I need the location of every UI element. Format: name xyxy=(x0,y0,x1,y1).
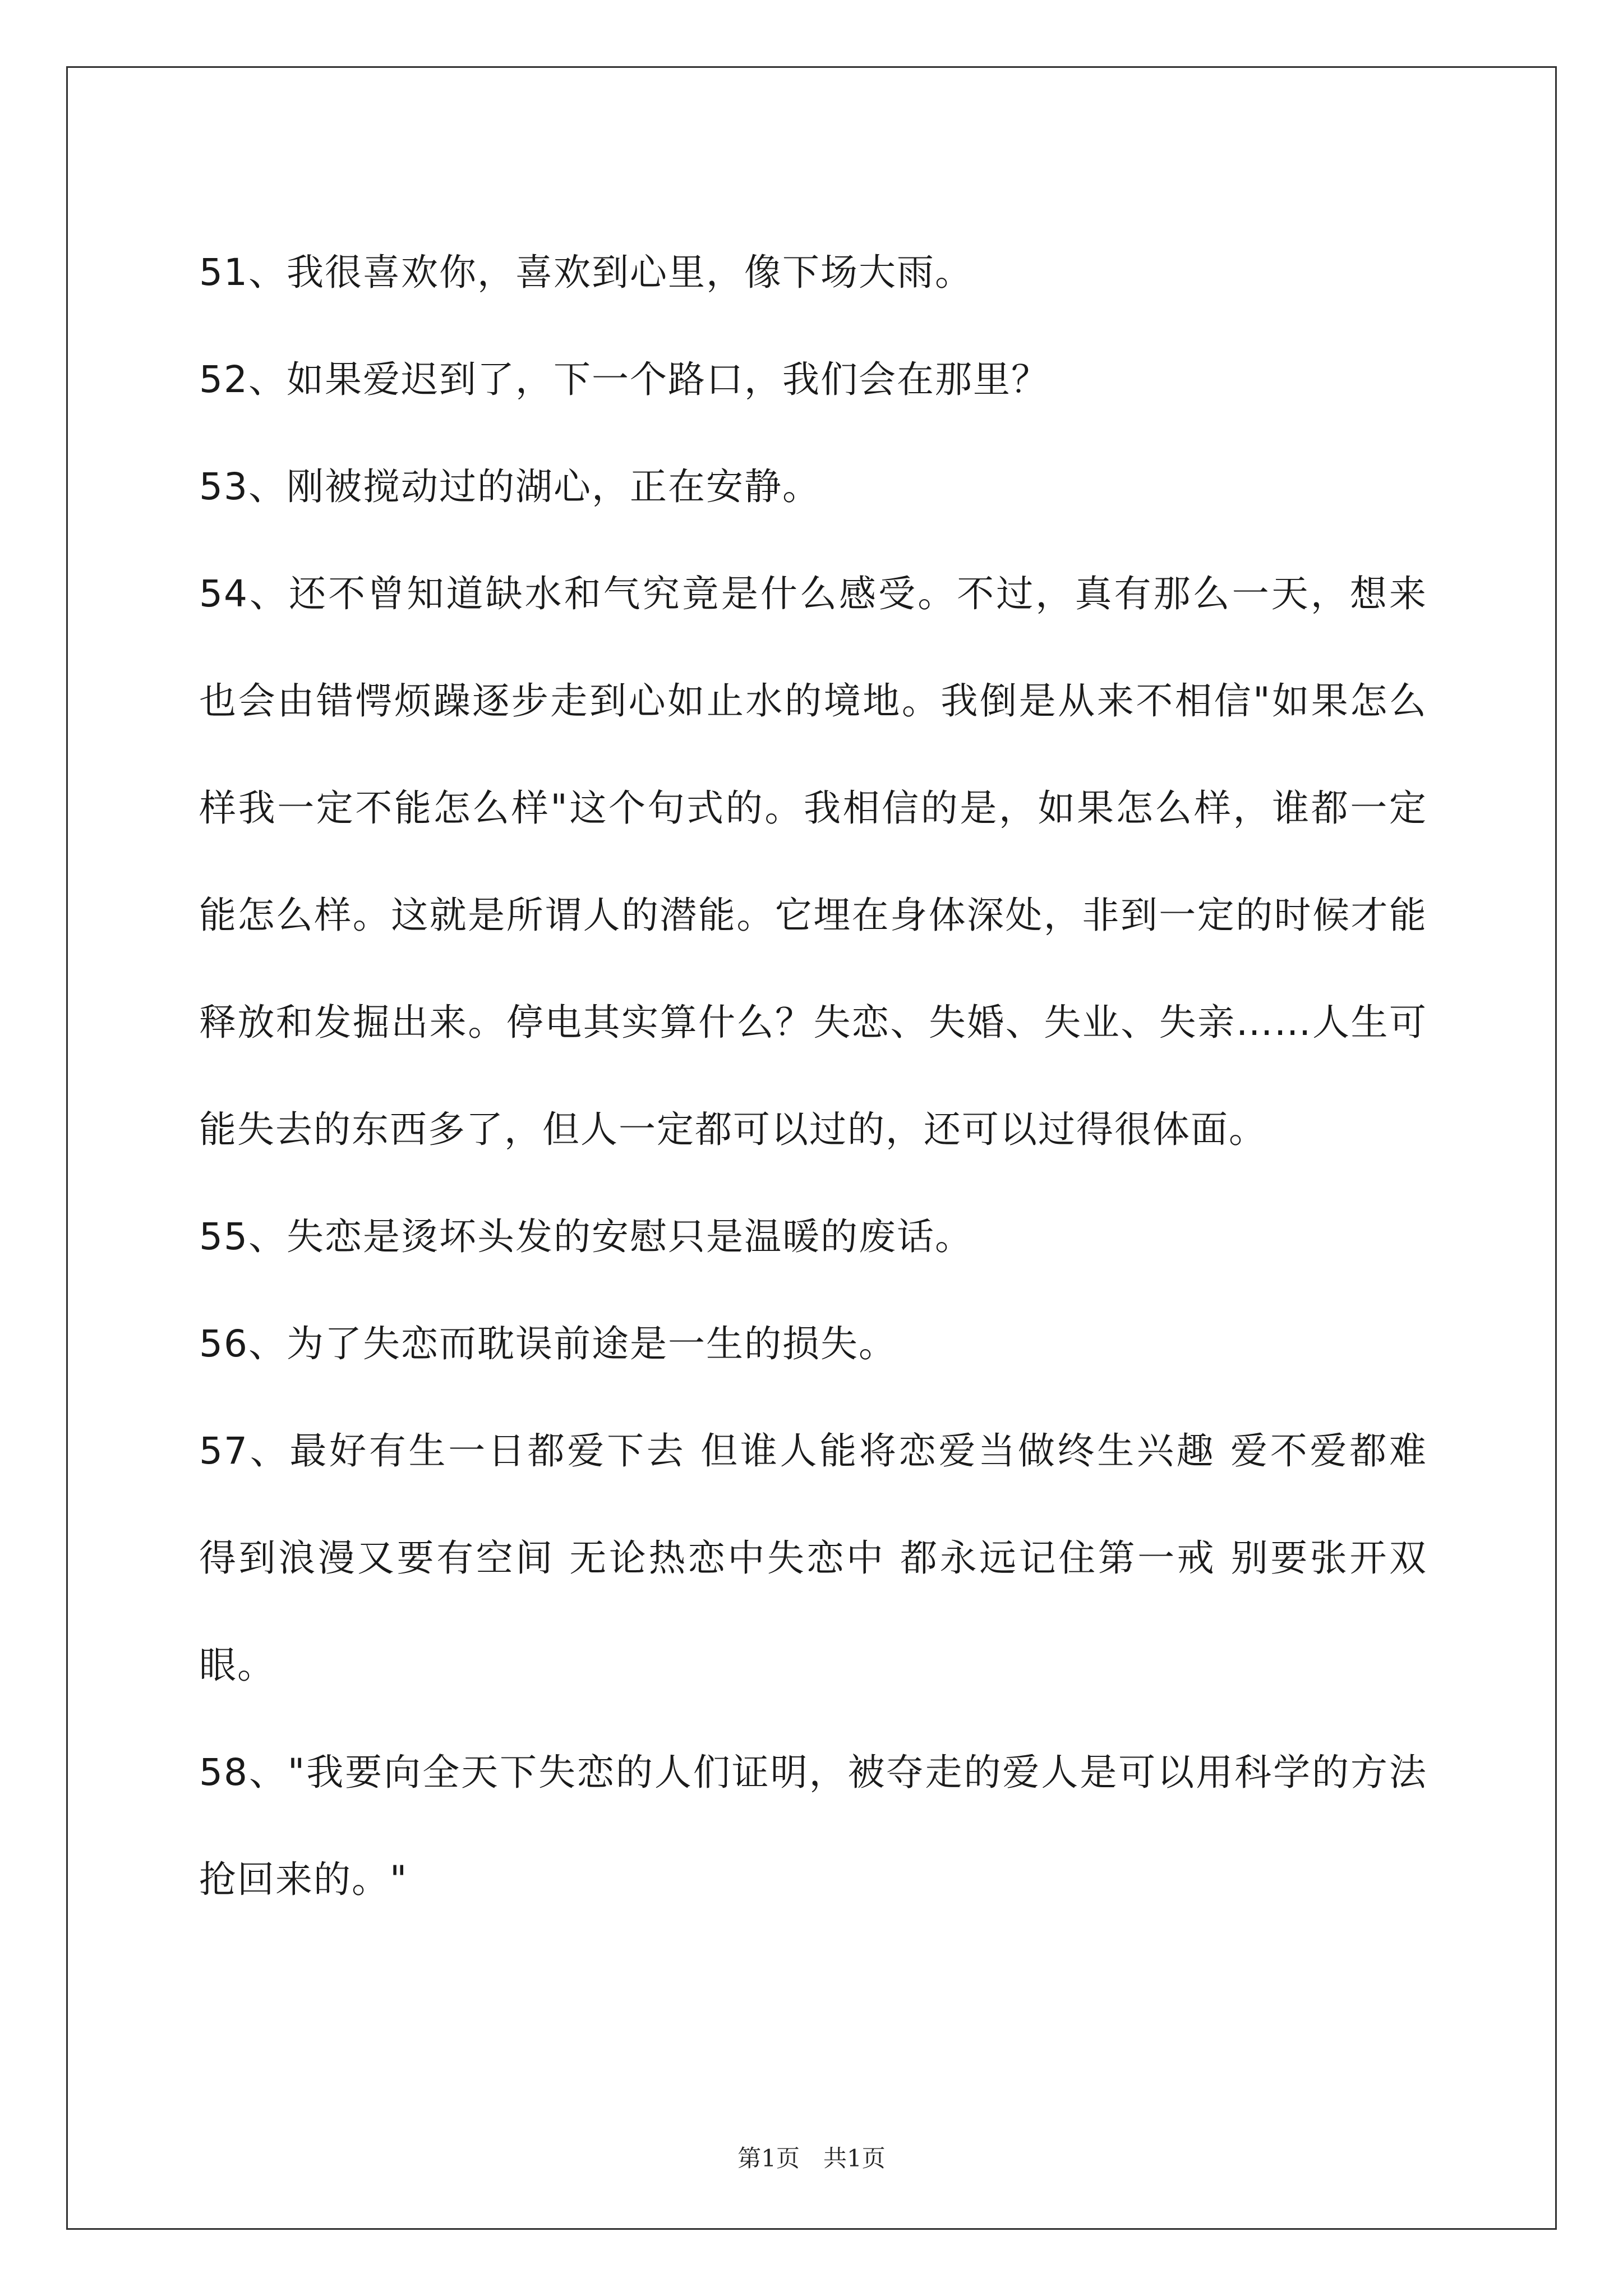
paragraph-54: 54、还不曾知道缺水和气究竟是什么感受。不过，真有那么一天，想来也会由错愕烦躁逐步走到心如止水的境地。我倒是从来不相信"如果怎么样我一定不能怎么样"这个句式的。我相信的是，如果怎么样，谁都一定能怎么样。这就是所谓人的潜能。它埋在身体深处，非到一定的时候才能释放和发掘出来。停电其实算什么？失恋、失婚、失业、失亲……人生可能失去的东西多了，但人一定都可以过的，还可以过得很体面。 xyxy=(199,572,1427,1151)
paragraph-57: 57、最好有生一日都爱下去 但谁人能将恋爱当做终生兴趣 爱不爱都难 得到浪漫又要有空间 无论热恋中失恋中 都永远记住第一戒 别要张开双眼。 xyxy=(199,1429,1427,1687)
paragraph-56: 56、为了失恋而耽误前途是一生的损失。 xyxy=(199,1322,897,1365)
paragraph-55: 55、失恋是烫坏头发的安慰只是温暖的废话。 xyxy=(199,1215,973,1258)
document-body xyxy=(199,219,1427,1933)
paragraph-58: 58、"我要向全天下失恋的人们证明，被夺走的爱人是可以用科学的方法抢回来的。" xyxy=(199,1751,1427,1901)
page-number-footer: 第1页 共1页 xyxy=(737,2145,886,2172)
paragraph-53: 53、刚被搅动过的湖心，正在安静。 xyxy=(199,465,820,508)
paragraph-52: 52、如果爱迟到了，下一个路口，我们会在那里？ xyxy=(199,358,1049,401)
paragraph-51: 51、我很喜欢你，喜欢到心里，像下场大雨。 xyxy=(199,251,973,294)
